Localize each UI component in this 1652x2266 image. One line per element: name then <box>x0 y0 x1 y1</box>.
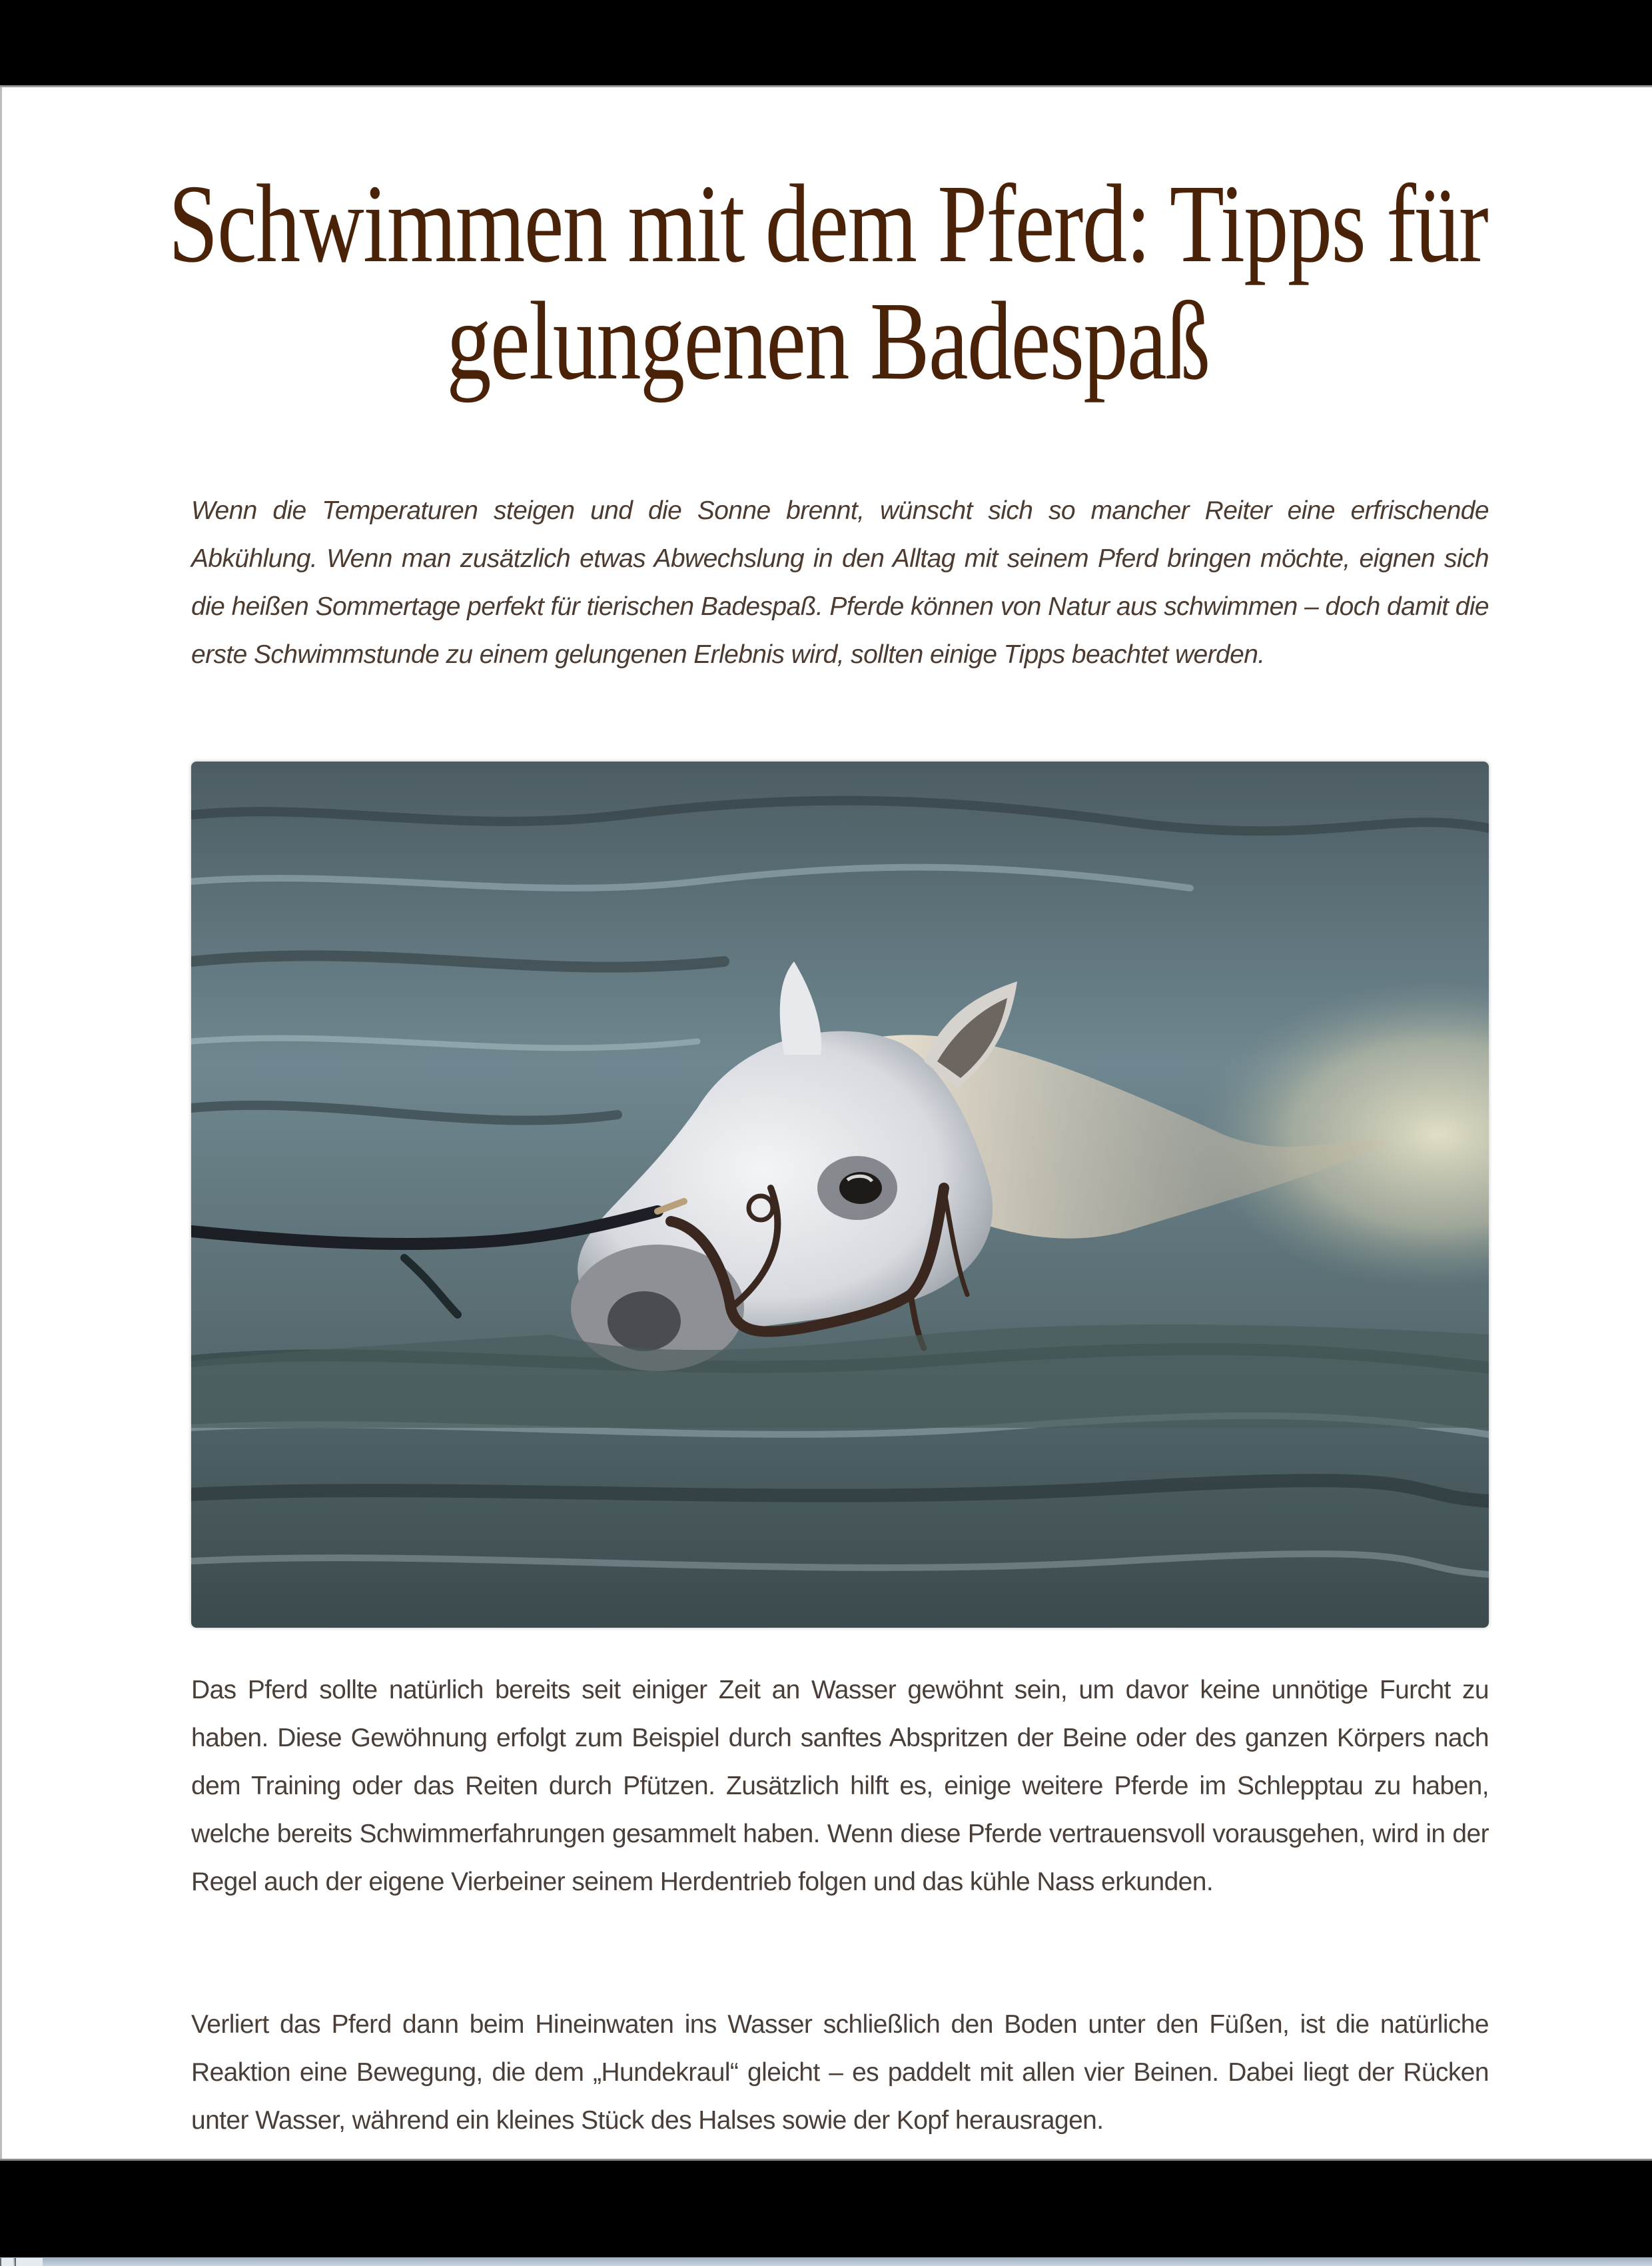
title-line-1: Schwimmen mit dem Pferd: Tipps für <box>168 162 1488 286</box>
article-paragraph-2: Verliert das Pferd dann beim Hineinwaten ins Wasser schließlich den Boden unter den Füßen, ist die natürliche Reaktion eine Bewegung, die dem „Hundekraul“ gleicht – es paddelt mit allen vier Beinen. Dabei liegt der Rücken unter Wasser, während ein kleines Stück des Halses sowie der Kopf herausragen. <box>191 2010 1489 2135</box>
taskbar-strip <box>0 2257 1652 2266</box>
swimming-horse-image <box>191 762 1489 1628</box>
bottom-black-bar <box>0 2159 1652 2259</box>
article-intro: Wenn die Temperaturen steigen und die Sonne brennt, wünscht sich so mancher Reiter eine erfrischende Abkühlung. Wenn man zusätzlich etwas Abwechslung in den Alltag mit seinem Pferd bringen möchte, eignen sich die heißen Sommertage perfekt für tierischen Badespaß. Pferde können von Natur aus schwimmen – doch damit die erste Schwimmstunde zu einem gelungenen Erlebnis wird, sollten einige Tipps beachtet werden. <box>191 496 1489 669</box>
article-title <box>2 162 1652 403</box>
top-black-bar <box>0 0 1652 87</box>
taskbar-slot[interactable] <box>0 2258 13 2266</box>
article-photo <box>191 762 1489 1628</box>
article-paragraph-1: Das Pferd sollte natürlich bereits seit einiger Zeit an Wasser gewöhnt sein, um davor keine unnötige Furcht zu haben. Diese Gewöhnung erfolgt zum Beispiel durch sanftes Abspritzen der Beine oder des ganzen Körpers nach dem Training oder das Reiten durch Pfützen. Zusätzlich hilft es, einige weitere Pferde im Schlepptau zu haben, welche bereits Schwimmerfahrungen gesammelt haben. Wenn diese Pferde vertrauensvoll vorausgehen, wird in der Regel auch der eigene Vierbeiner seinem Herdentrieb folgen und das kühle Nass erkunden. <box>191 1676 1489 1896</box>
title-line-2: gelungenen Badespaß <box>446 279 1210 403</box>
article-page <box>0 87 1652 2159</box>
taskbar-slot[interactable] <box>15 2258 43 2266</box>
